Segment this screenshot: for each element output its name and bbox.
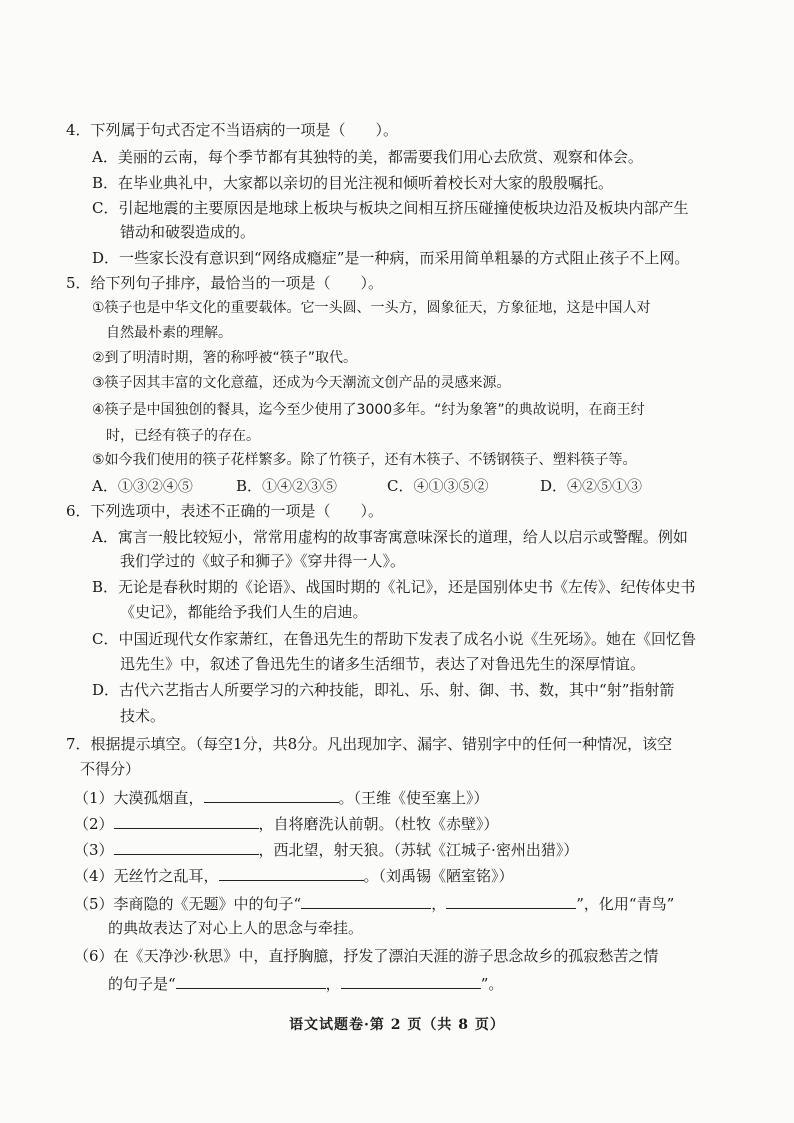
answer-blank[interactable]	[176, 972, 326, 989]
q7-item-4	[74, 864, 514, 886]
q5-stem: 5．给下列句子排序，最恰当的一项是（ ）。	[66, 274, 384, 292]
q5-sentence-1-line2: 自然最朴素的理解。	[106, 325, 232, 341]
q6-option-c-line1: C．中国近现代女作家萧红，在鲁迅先生的帮助下发表了成名小说《生死场》。她在《回忆鲁	[92, 630, 696, 648]
q7-item-5-suffix: ”，化用“青鸟”	[576, 895, 675, 913]
q7-item-3	[74, 838, 578, 860]
q6-option-d-line2: 技术。	[120, 707, 166, 725]
q7-item-4-prefix: （4）无丝竹之乱耳，	[74, 867, 219, 885]
q7-item-6-prefix: 的句子是“	[108, 975, 176, 993]
q6-option-b-line2: 《史记》，都能给予我们人生的启迪。	[120, 603, 368, 621]
q5-sentence-1-line1: ①筷子也是中华文化的重要载体。它一头圆、一头方，圆象征天，方象征地，这是中国人对	[92, 300, 651, 316]
q7-item-4-suffix: 。（刘禹锡《陋室铭》）	[363, 867, 514, 885]
answer-blank[interactable]	[219, 864, 364, 881]
q5-sentence-5: ⑤如今我们使用的筷子花样繁多。除了竹筷子，还有木筷子、不锈钢筷子、塑料筷子等。	[92, 452, 637, 468]
q5-option-d: D．④②⑤①③	[540, 477, 643, 495]
q5-sentence-4-line2: 时，已经有筷子的存在。	[106, 428, 260, 444]
q6-stem: 6．下列选项中，表述不正确的一项是（ ）。	[66, 502, 384, 520]
q5-option-a: A．①③②④⑤	[92, 477, 193, 495]
q4-option-c-line2: 错动和破裂造成的。	[120, 223, 256, 241]
q4-option-b: B．在毕业典礼中，大家都以亲切的目光注视和倾听着校长对大家的殷殷嘱托。	[92, 174, 614, 192]
q7-item-1-prefix: （1）大漠孤烟直，	[74, 789, 204, 807]
q7-item-1	[74, 786, 489, 808]
q4-option-d: D．一些家长没有意识到“网络成瘾症”是一种病，而采用简单粗暴的方式阻止孩子不上网。	[92, 249, 690, 267]
q7-item-3-prefix: （3）	[74, 841, 114, 859]
q7-stem-line2: 不得分）	[80, 760, 141, 778]
q6-option-c-line2: 迅先生》中，叙述了鲁迅先生的诸多生活细节，表达了对鲁迅先生的深厚情谊。	[120, 655, 646, 673]
q5-sentence-4-line1: ④筷子是中国独创的餐具，迄今至少使用了3000多年。“纣为象箸”的典故说明，在商王纣	[92, 402, 645, 418]
q6-option-a-line1: A．寓言一般比较短小，常常用虚构的故事寄寓意味深长的道理，给人以启示或警醒。例如	[92, 528, 688, 546]
answer-blank[interactable]	[301, 892, 431, 909]
q7-item-2-prefix: （2）	[74, 815, 114, 833]
q5-option-c: C．④①③⑤②	[387, 477, 489, 495]
q4-option-a: A．美丽的云南，每个季节都有其独特的美，都需要我们用心去欣赏、观察和体会。	[92, 148, 643, 166]
q7-item-5-line2: 的典故表达了对心上人的思念与牵挂。	[108, 919, 364, 937]
q7-stem-line1: 7．根据提示填空。（每空1分，共8分。凡出现加字、漏字、错别字中的任何一种情况，该空	[66, 735, 673, 753]
answer-blank[interactable]	[114, 838, 259, 855]
q6-option-d-line1: D．古代六艺指古人所要学习的六种技能，即礼、乐、射、御、书、数，其中“射”指射箭	[92, 681, 675, 699]
q7-item-6-line1: （6）在《天净沙·秋思》中，直抒胸臆，抒发了漂泊天涯的游子思念故乡的孤寂愁苦之情	[74, 947, 659, 965]
q7-item-1-suffix: 。（王维《使至塞上》）	[338, 789, 489, 807]
page-footer: 语文试题卷·第 2 页（共 8 页）	[289, 1017, 505, 1033]
q7-item-6-line2	[108, 972, 503, 994]
answer-blank[interactable]	[204, 786, 339, 803]
q7-item-2-suffix: ，自将磨洗认前朝。（杜牧《赤壁》）	[258, 815, 499, 833]
q4-stem: 4．下列属于句式否定不当语病的一项是（ ）。	[66, 121, 399, 139]
q7-item-3-suffix: ，西北望，射天狼。（苏轼《江城子·密州出猎》）	[258, 841, 579, 859]
q7-item-6-suffix: ”。	[480, 975, 504, 993]
q7-item-5-prefix: （5）李商隐的《无题》中的句子“	[74, 895, 302, 913]
q7-item-5-line1	[74, 892, 674, 914]
answer-blank[interactable]	[446, 892, 576, 909]
answer-blank[interactable]	[341, 972, 481, 989]
q5-sentence-2: ②到了明清时期，箸的称呼被“筷子”取代。	[92, 350, 358, 366]
q6-option-b-line1: B．无论是春秋时期的《论语》、战国时期的《礼记》，还是国别体史书《左传》、纪传体史书	[92, 578, 696, 596]
q5-option-b: B．①④②③⑤	[236, 477, 338, 495]
answer-blank[interactable]	[114, 812, 259, 829]
q7-item-6-comma: ，	[325, 975, 341, 993]
q4-option-c-line1: C．引起地震的主要原因是地球上板块与板块之间相互挤压碰撞使板块边沿及板块内部产生	[92, 199, 689, 217]
q7-item-2	[74, 812, 499, 834]
q7-item-5-comma: ，	[431, 895, 447, 913]
q5-sentence-3: ③筷子因其丰富的文化意蕴，还成为今天潮流文创产品的灵感来源。	[92, 375, 511, 391]
q6-option-a-line2: 我们学过的《蚊子和狮子》《穿井得一人》。	[120, 552, 406, 570]
